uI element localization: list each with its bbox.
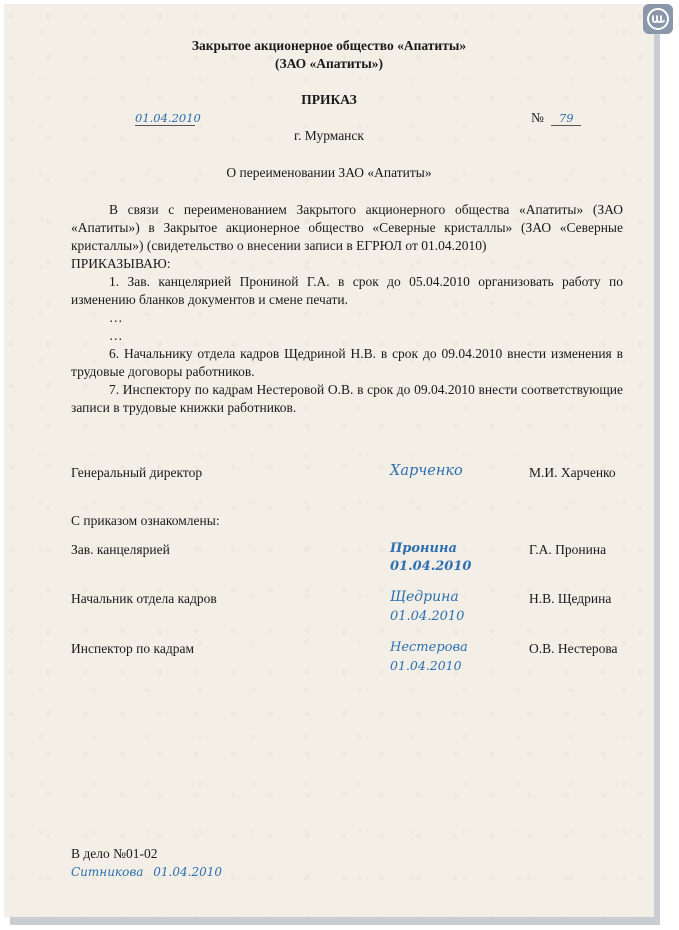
- director-name: М.И. Харченко: [529, 465, 616, 480]
- org-full-name: Закрытое акционерное общество «Апатиты»: [191, 38, 467, 53]
- intro-paragraph: В связи с переименованием Закрытого акционерного общества «Апатиты» (ЗАО «Апатиты») в Закрытое акционерное общество «Северные кристаллы» (ЗАО «Северные кристаллы») (свидетельство о внесении записи в ЕГРЮЛ от 01.04.2010): [71, 202, 623, 253]
- person-1-signature: Пронина: [390, 541, 457, 556]
- org-short-name: (ЗАО «Апатиты»): [274, 56, 384, 71]
- person-3-position: Инспектор по кадрам: [71, 641, 195, 656]
- city: г. Мурманск: [294, 128, 364, 143]
- brand-logo-glyph: [646, 7, 670, 31]
- file-signature: Ситникова: [71, 865, 144, 879]
- person-1-name: Г.А. Пронина: [529, 542, 607, 557]
- brand-logo-icon[interactable]: [643, 4, 673, 34]
- person-2-signature: Щедрина: [390, 589, 459, 605]
- person-2-date: 01.04.2010: [390, 609, 465, 624]
- file-signature-line: [71, 865, 222, 879]
- order-item-7: 7. Инспектору по кадрам Нестеровой О.В. в срок до 09.04.2010 внести соответствующие записи в трудовые книжки работников.: [71, 382, 623, 415]
- order-item-1: 1. Зав. канцелярией Прониной Г.А. в срок до 05.04.2010 организовать работу по изменению бланков документов и смене печати.: [71, 274, 623, 307]
- person-1-date: 01.04.2010: [390, 559, 472, 574]
- order-number-field: [531, 110, 581, 126]
- ellipsis-1: …: [109, 310, 123, 325]
- ellipsis-2: …: [109, 328, 123, 343]
- file-note: В дело №01-02: [71, 846, 158, 861]
- director-position: Генеральный директор: [71, 465, 203, 480]
- order-word: ПРИКАЗЫВАЮ:: [71, 256, 171, 271]
- document-page: [4, 4, 654, 917]
- order-item-6: 6. Начальнику отдела кадров Щедриной Н.В. в срок до 09.04.2010 внести изменения в трудовые договоры работников.: [71, 346, 623, 379]
- person-3-name: О.В. Нестерова: [529, 641, 618, 656]
- number-sign: №: [531, 110, 544, 125]
- person-1-position: Зав. канцелярией: [71, 542, 170, 557]
- person-3-signature: Нестерова: [390, 640, 468, 655]
- order-date-field: [135, 110, 201, 126]
- document-title: ПРИКАЗ: [301, 92, 357, 107]
- acquainted-heading: С приказом ознакомлены:: [71, 513, 220, 528]
- person-3-date: 01.04.2010: [390, 658, 462, 673]
- order-number: 79: [551, 111, 581, 126]
- person-2-position: Начальник отдела кадров: [71, 591, 217, 606]
- file-date: 01.04.2010: [153, 865, 222, 879]
- order-subject: О переименовании ЗАО «Апатиты»: [226, 165, 432, 180]
- person-2-name: Н.В. Щедрина: [529, 591, 612, 606]
- order-body: [71, 201, 623, 417]
- director-signature: Харченко: [390, 463, 463, 479]
- order-date: 01.04.2010: [135, 111, 201, 125]
